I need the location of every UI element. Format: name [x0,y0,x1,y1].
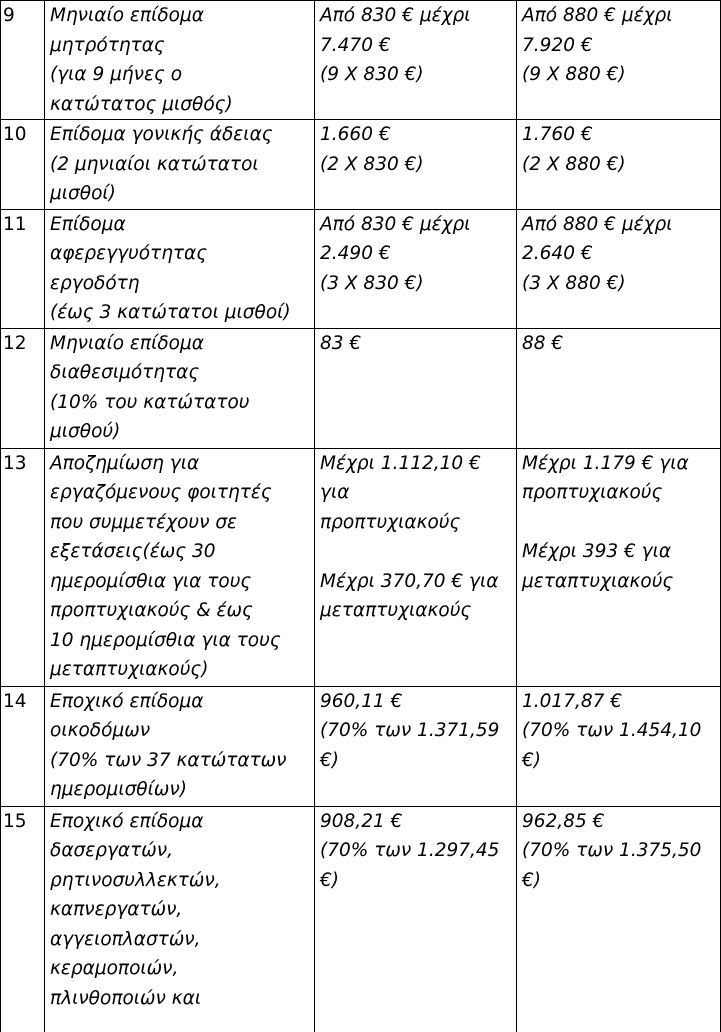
amount-line: προπτυχιακούς [522,478,716,508]
row-number: 9 [1,1,45,120]
amount-line: (70% των 1.371,59 [320,716,512,746]
amount-line: €) [320,866,512,896]
amount-line [320,537,512,567]
amount-column-1 [315,209,517,328]
amount-line: μεταπτυχιακούς [320,596,512,626]
amount-line: (70% των 1.297,45 [320,836,512,866]
row-number: 10 [1,120,45,210]
amount-line: (2 Χ 830 €) [320,150,512,180]
desc-line: Επίδομα [50,210,310,240]
desc-line: που συμμετέχουν σε [50,508,310,538]
desc-line: Επίδομα γονικής άδειας [50,120,310,150]
amount-line: προπτυχιακούς [320,508,512,538]
amount-line: €) [522,746,716,776]
row-number: 14 [1,686,45,806]
amount-column-1 [315,1,517,120]
desc-line: ημερομισθίων) [50,775,310,805]
table-row [1,120,721,210]
desc-line: προπτυχιακούς & έως [50,596,310,626]
desc-line: κατώτατος μισθός) [50,90,310,120]
amount-column-2 [517,120,721,210]
desc-line: (έως 3 κατώτατοι μισθοί) [50,298,310,328]
desc-line: Μηνιαίο επίδομα [50,329,310,359]
desc-line: εξετάσεις(έως 30 [50,537,310,567]
desc-line: ρητινοσυλλεκτών, [50,866,310,896]
amount-line: 960,11 € [320,687,512,717]
row-number: 11 [1,209,45,328]
amount-line: Από 830 € μέχρι [320,1,512,31]
amount-line: για [320,478,512,508]
desc-line: εργοδότη [50,269,310,299]
desc-line: μισθού) [50,417,310,447]
amount-line: 962,85 € [522,807,716,837]
desc-line: μεταπτυχιακούς) [50,655,310,685]
amount-line: Μέχρι 370,70 € για [320,567,512,597]
amount-line: (3 Χ 880 €) [522,269,716,299]
amount-line: (3 Χ 830 €) [320,269,512,299]
desc-line: Εποχικό επίδομα [50,687,310,717]
desc-line: αγγειοπλαστών, [50,925,310,955]
amount-line: 2.490 € [320,239,512,269]
amount-column-2 [517,806,721,1032]
table-row [1,448,721,686]
amount-column-1 [315,686,517,806]
amount-line: Από 880 € μέχρι [522,210,716,240]
benefit-description [45,120,315,210]
amount-line: (70% των 1.375,50 [522,836,716,866]
desc-line: δασεργατών, [50,836,310,866]
amount-line: 908,21 € [320,807,512,837]
amount-line: 88 € [522,329,716,359]
desc-line: πλινθοποιών και [50,984,310,1014]
table-row [1,328,721,448]
desc-line: μητρότητας [50,31,310,61]
table-row [1,1,721,120]
amount-line: (9 Χ 830 €) [320,60,512,90]
desc-line: αφερεγγυότητας [50,239,310,269]
desc-line: Μηνιαίο επίδομα [50,1,310,31]
amount-line: (9 Χ 880 €) [522,60,716,90]
benefit-description [45,1,315,120]
amount-line [522,508,716,538]
amount-line: Μέχρι 1.179 € για [522,449,716,479]
amount-column-1 [315,806,517,1032]
amount-column-2 [517,328,721,448]
amount-line: 1.760 € [522,120,716,150]
row-number: 13 [1,448,45,686]
table-row [1,806,721,1032]
amount-line: (2 Χ 880 €) [522,150,716,180]
amount-line: 7.920 € [522,31,716,61]
amount-column-1 [315,448,517,686]
amount-column-2 [517,686,721,806]
amount-line: μεταπτυχιακούς [522,567,716,597]
benefit-description [45,806,315,1032]
amount-line: 83 € [320,329,512,359]
benefit-description [45,209,315,328]
amount-line: 1.660 € [320,120,512,150]
amount-line: Από 880 € μέχρι [522,1,716,31]
desc-line: καπνεργατών, [50,895,310,925]
desc-line: 10 ημερομίσθια για τους [50,626,310,656]
desc-line: Εποχικό επίδομα [50,807,310,837]
amount-column-2 [517,1,721,120]
table-row [1,209,721,328]
amount-column-1 [315,328,517,448]
amount-line: €) [320,746,512,776]
desc-line: ημερομίσθια για τους [50,567,310,597]
benefit-description [45,448,315,686]
amount-line: 7.470 € [320,31,512,61]
amount-line: 1.017,87 € [522,687,716,717]
desc-line: (70% των 37 κατώτατων [50,746,310,776]
amount-line: 2.640 € [522,239,716,269]
benefit-description [45,328,315,448]
desc-line: Αποζημίωση για [50,449,310,479]
amount-column-2 [517,448,721,686]
desc-line: διαθεσιμότητας [50,358,310,388]
desc-line: εργαζόμενους φοιτητές [50,478,310,508]
amount-line: (70% των 1.454,10 [522,716,716,746]
desc-line: μισθοί) [50,179,310,209]
desc-line: οικοδόμων [50,716,310,746]
amount-line: Μέχρι 393 € για [522,537,716,567]
amount-line: €) [522,866,716,896]
row-number: 15 [1,806,45,1032]
table-row [1,686,721,806]
desc-line: (για 9 μήνες ο [50,60,310,90]
benefit-description [45,686,315,806]
amount-line: Από 830 € μέχρι [320,210,512,240]
amount-line: Μέχρι 1.112,10 € [320,449,512,479]
amount-column-1 [315,120,517,210]
amount-column-2 [517,209,721,328]
table-body [1,1,721,1032]
desc-line: (2 μηνιαίοι κατώτατοι [50,150,310,180]
desc-line: (10% του κατώτατου [50,388,310,418]
row-number: 12 [1,328,45,448]
desc-line: κεραμοποιών, [50,954,310,984]
